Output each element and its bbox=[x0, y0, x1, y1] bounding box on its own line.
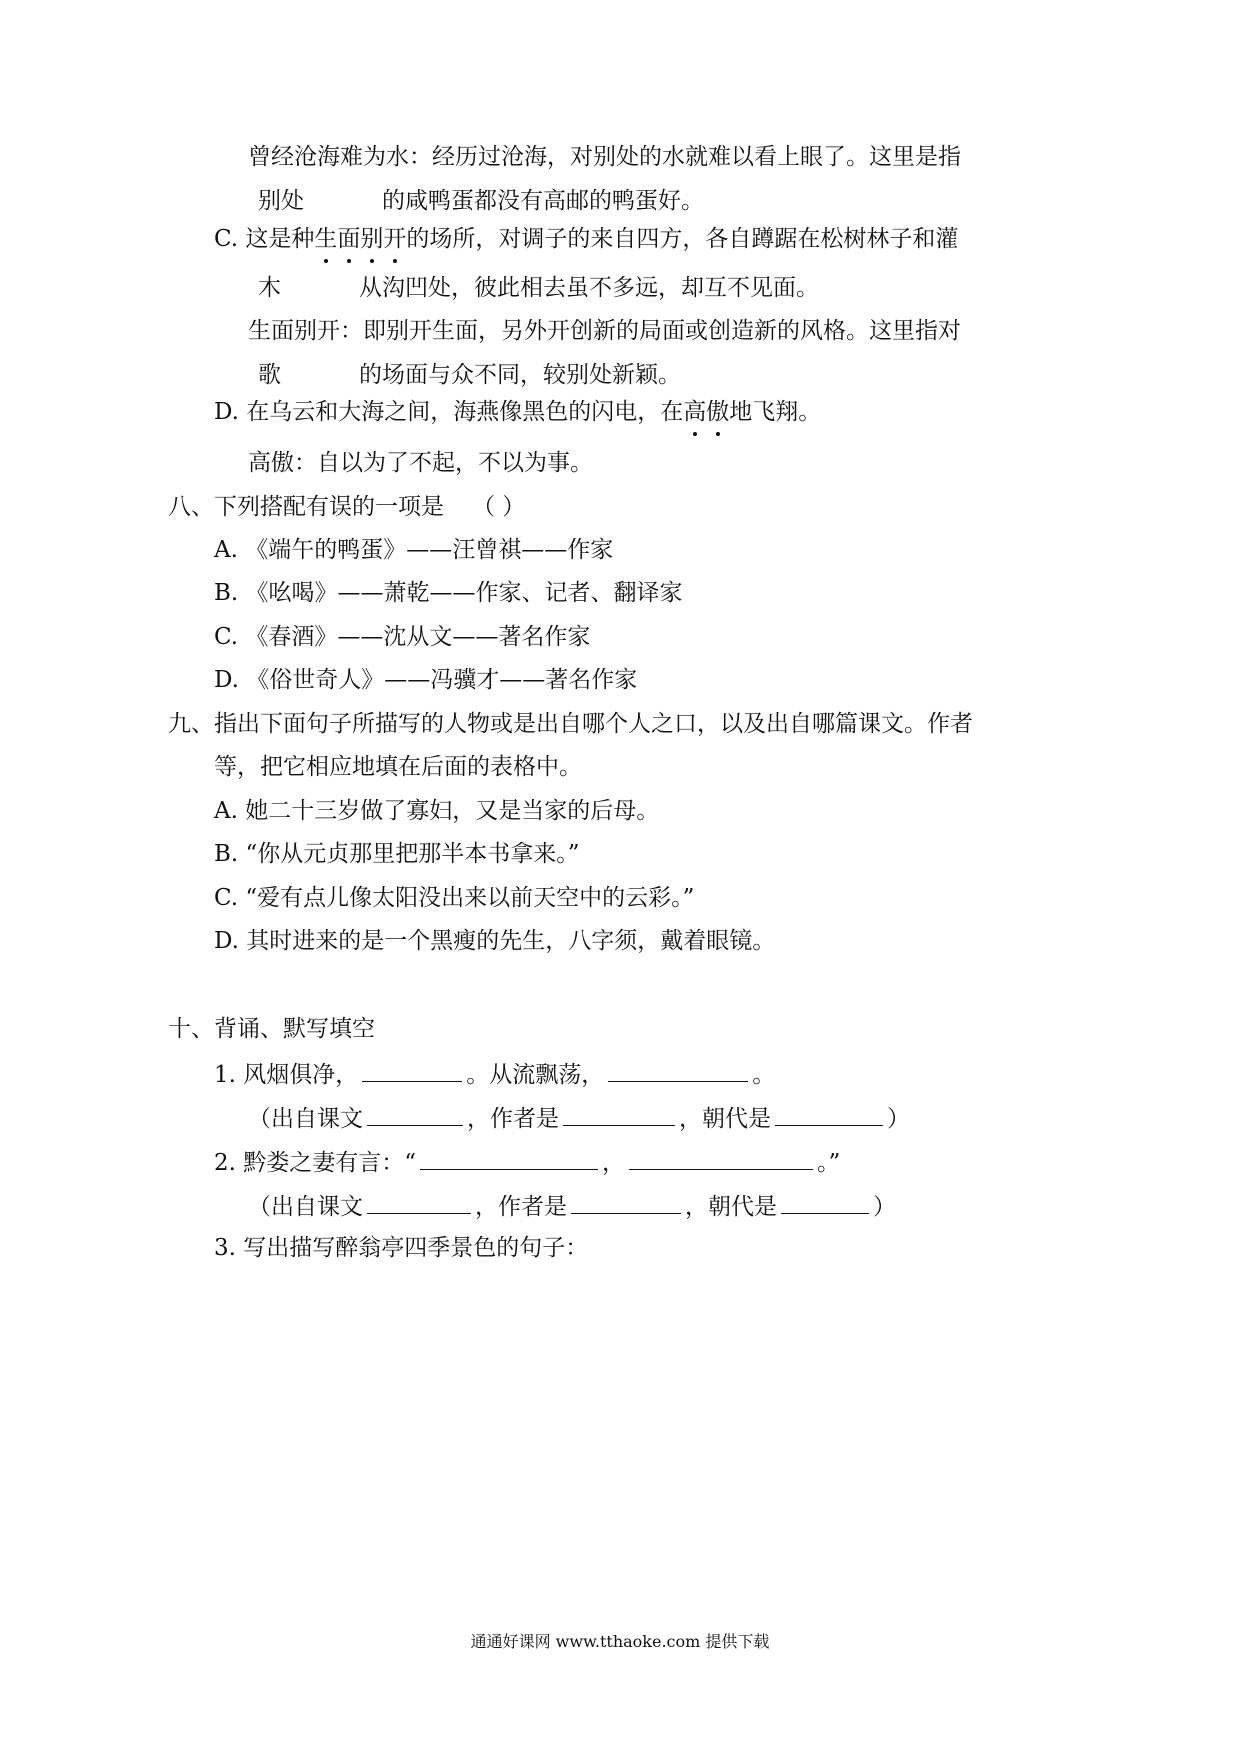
blank-line[interactable] bbox=[781, 1189, 869, 1214]
q10-title: 十、背诵、默写填空 bbox=[168, 1016, 375, 1042]
blank-line[interactable] bbox=[563, 1101, 675, 1126]
q9-option-b: B. “你从元贞那里把那半本书拿来。” bbox=[214, 841, 580, 867]
q8-title: 八、下列搭配有误的一项是 （ ） bbox=[168, 494, 526, 520]
blank-line[interactable] bbox=[608, 1057, 748, 1082]
q10-item3: 3. 写出描写醉翁亭四季景色的句子： bbox=[214, 1235, 589, 1261]
q8-option-a: A. 《端午的鸭蛋》——汪曾祺——作家 bbox=[214, 537, 614, 563]
blank-line[interactable] bbox=[367, 1189, 471, 1214]
emphasis-char: 别 bbox=[360, 226, 384, 252]
q7-option-d-explanation: 高傲：自以为了不起，不以为事。 bbox=[248, 450, 593, 476]
q7-option-c-line2: 木 从沟凹处，彼此相去虽不多远，却互不见面。 bbox=[258, 275, 819, 301]
q10-item1-source: （出自课文 ，作者是 ，朝代是 ） bbox=[248, 1101, 910, 1134]
q8-option-b: B. 《吆喝》——萧乾——作家、记者、翻译家 bbox=[214, 580, 683, 606]
option-label: C. bbox=[214, 226, 239, 252]
q7-explanation-line1: 曾经沧海难为水：经历过沧海，对别处的水就难以看上眼了。这里是指 bbox=[248, 144, 961, 170]
q9-option-c: C. “爱有点儿像太阳没出来以前天空中的云彩。” bbox=[214, 885, 695, 911]
q9-option-d: D. 其时进来的是一个黑瘦的先生，八字须，戴着眼镜。 bbox=[214, 928, 776, 954]
q8-option-c: C. 《春酒》——沈从文——著名作家 bbox=[214, 624, 591, 650]
blank-line[interactable] bbox=[367, 1101, 463, 1126]
page-footer: 通通好课网 www.tthaoke.com 提供下载 bbox=[470, 1632, 770, 1651]
emphasis-char: 面 bbox=[337, 226, 361, 252]
emphasis-char: 生 bbox=[314, 226, 338, 252]
blank-line[interactable] bbox=[629, 1145, 813, 1170]
blank-line[interactable] bbox=[571, 1189, 681, 1214]
q7-option-c-line1: C. 这是种生面别开的场所，对调子的来自四方，各自蹲踞在松树林子和灌 bbox=[214, 226, 959, 252]
q9-option-a: A. 她二十三岁做了寡妇，又是当家的后母。 bbox=[214, 798, 660, 824]
emphasis-char: 高 bbox=[683, 399, 707, 425]
answer-paren: （ ） bbox=[472, 494, 526, 520]
q7-explanation-line2: 别处 的咸鸭蛋都没有高邮的鸭蛋好。 bbox=[258, 188, 704, 214]
q7-option-d-line1: D. 在乌云和大海之间，海燕像黑色的闪电，在高傲地飞翔。 bbox=[214, 399, 822, 425]
q7-option-c-explanation2: 歌 的场面与众不同，较别处新颖。 bbox=[258, 362, 681, 388]
q10-item2-source: （出自课文 ，作者是 ，朝代是 ） bbox=[248, 1189, 896, 1222]
blank-line[interactable] bbox=[420, 1145, 598, 1170]
q10-item1: 1. 风烟俱净， 。从流飘荡， 。 bbox=[214, 1057, 775, 1090]
emphasis-char: 开 bbox=[383, 226, 407, 252]
emphasis-char: 傲 bbox=[706, 399, 730, 425]
q7-option-c-explanation1: 生面别开：即别开生面，另外开创新的局面或创造新的风格。这里指对 bbox=[248, 318, 961, 344]
option-label: D. bbox=[214, 399, 239, 425]
blank-line[interactable] bbox=[362, 1057, 462, 1082]
q9-title: 九、指出下面句子所描写的人物或是出自哪个人之口，以及出自哪篇课文。作者 bbox=[168, 711, 973, 737]
q10-item2: 2. 黔娄之妻有言：“ ， 。” bbox=[214, 1145, 840, 1178]
blank-line[interactable] bbox=[775, 1101, 883, 1126]
q9-title-line2: 等，把它相应地填在后面的表格中。 bbox=[214, 754, 582, 780]
q8-option-d: D. 《俗世奇人》——冯骥才——著名作家 bbox=[214, 667, 638, 693]
